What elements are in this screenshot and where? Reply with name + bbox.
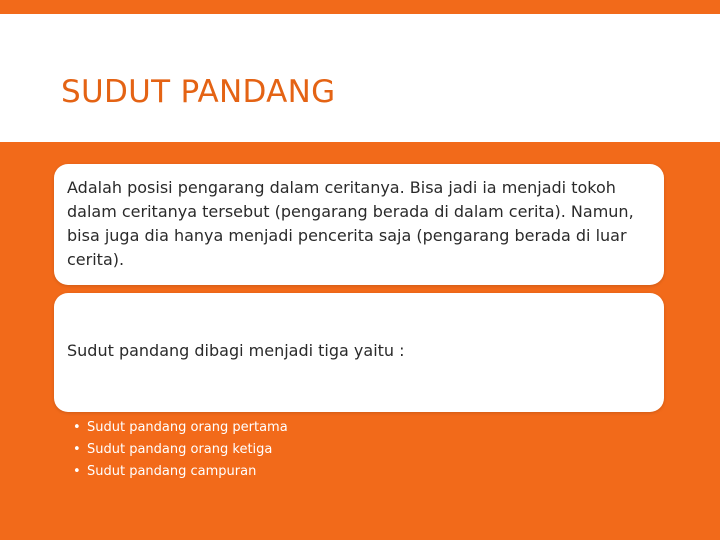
- list-item: [72, 439, 288, 461]
- bullet-dot-icon: •: [73, 442, 81, 457]
- list-item-label: Sudut pandang orang ketiga: [87, 442, 273, 457]
- list-item: [72, 461, 288, 483]
- definition-card: [54, 164, 664, 285]
- division-card: [54, 293, 664, 412]
- slide-title: SUDUT PANDANG: [61, 74, 336, 110]
- title-band: [0, 14, 720, 142]
- definition-text: Adalah posisi pengarang dalam ceritanya. Bisa jadi ia menjadi tokoh dalam ceritanya tersebut (pengarang berada di dalam cerita). Namun, bisa juga dia hanya menjadi pencerita saja (pengarang berada di luar cerita).: [67, 178, 634, 269]
- division-intro-text: Sudut pandang dibagi menjadi tiga yaitu :: [67, 341, 405, 360]
- bullet-dot-icon: •: [73, 420, 81, 435]
- list-item-label: Sudut pandang campuran: [87, 464, 257, 479]
- list-item-label: Sudut pandang orang pertama: [87, 420, 288, 435]
- bullet-dot-icon: •: [73, 464, 81, 479]
- bullet-list: [72, 417, 288, 483]
- list-item: [72, 417, 288, 439]
